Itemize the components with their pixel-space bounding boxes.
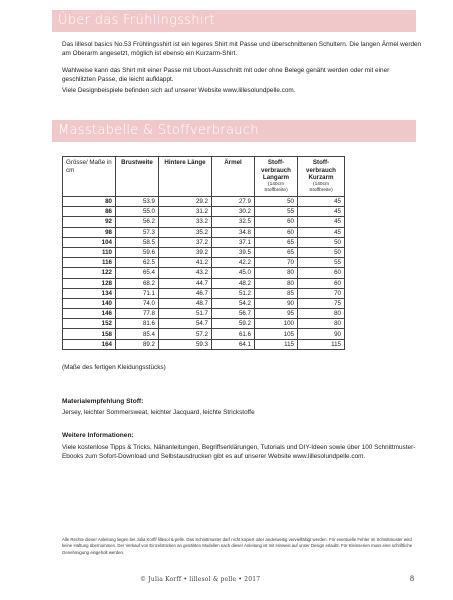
cell-back: 44.7 [159,278,212,288]
cell-fabric-long: 100 [255,319,298,329]
header-fabric-short-main: Stoff-verbrauch Kurzarm [306,159,336,182]
cell-fabric-short: 45 [298,207,345,217]
cell-chest: 89.2 [116,339,159,349]
cell-fabric-long: 115 [255,339,298,349]
cell-fabric-short: 50 [298,237,345,247]
size-table-header-row [63,157,345,197]
cell-size: 152 [63,319,116,329]
cell-sleeve: 39.5 [212,247,255,257]
cell-fabric-short: 75 [298,298,345,308]
table-row [63,197,345,207]
cell-fabric-short: 60 [298,278,345,288]
cell-chest: 58.5 [116,237,159,247]
cell-size: 110 [63,247,116,257]
cell-sleeve: 34.8 [212,227,255,237]
cell-size: 146 [63,309,116,319]
cell-fabric-long: 55 [255,207,298,217]
table-row [63,227,345,237]
table-row [63,319,345,329]
table-row [63,258,345,268]
cell-size: 104 [63,237,116,247]
cell-chest: 65.4 [116,268,159,278]
cell-chest: 53.9 [116,197,159,207]
cell-size: 80 [63,197,116,207]
cell-back: 39.2 [159,247,212,257]
cell-back: 33.2 [159,217,212,227]
size-table [62,156,345,350]
cell-fabric-long: 65 [255,247,298,257]
cell-fabric-long: 70 [255,258,298,268]
cell-fabric-short: 80 [298,309,345,319]
cell-size: 134 [63,288,116,298]
cell-back: 51.7 [159,309,212,319]
cell-back: 41.2 [159,258,212,268]
header-fabric-long-sub: (140cm Stoffbreite) [264,181,288,193]
table-row [63,207,345,217]
cell-chest: 57.3 [116,227,159,237]
cell-size: 140 [63,298,116,308]
cell-sleeve: 54.2 [212,298,255,308]
cell-sleeve: 48.2 [212,278,255,288]
cell-size: 98 [63,227,116,237]
website-paragraph: Viele Designbeispiele befinden sich auf unserer Website www.lillesolundpelle.com. [62,87,296,94]
section-title-about: Über das Frühlingsshirt [52,10,416,32]
cell-fabric-long: 80 [255,278,298,288]
cell-chest: 55.0 [116,207,159,217]
cell-chest: 71.1 [116,288,159,298]
cell-sleeve: 30.2 [212,207,255,217]
table-row [63,247,345,257]
cell-size: 128 [63,278,116,288]
cell-fabric-short: 45 [298,227,345,237]
table-row [63,329,345,339]
cell-sleeve: 51.2 [212,288,255,298]
cell-back: 43.2 [159,268,212,278]
cell-chest: 74.0 [116,298,159,308]
cell-sleeve: 27.9 [212,197,255,207]
table-row [63,217,345,227]
cell-fabric-short: 70 [298,288,345,298]
header-back-length: Hintere Länge [159,157,212,197]
legal-notice: Alle Rechte dieser Anleitung liegen bei Julia Korff/ lillesol & pelle. Das Schnittmuster darf nicht kopiert oder anderweitig vervielfältigt werden. Für eventuelle Fehler im Schnittmuster wird keine Haftung übernommen. Der Verkauf von Einzelstücken an genähten Modellen nach dieser Anleitung ist mit Hinweis auf unser Design erlaubt. Für Kleinserien muss eine schriftliche Genehmigung eingeholt werden. [62,537,413,555]
cell-chest: 62.5 [116,258,159,268]
cell-fabric-long: 60 [255,217,298,227]
cell-back: 46.7 [159,288,212,298]
header-fabric-long-main: Stoff-verbrauch Langarm [261,159,291,182]
table-row [63,309,345,319]
header-fabric-short-sub: (140cm Stoffbreite) [309,181,333,193]
cell-back: 37.2 [159,237,212,247]
cell-sleeve: 42.2 [212,258,255,268]
cell-fabric-long: 65 [255,237,298,247]
cell-size: 86 [63,207,116,217]
cell-sleeve: 56.7 [212,309,255,319]
info-heading: Weitere Informationen: [62,432,134,439]
cell-fabric-long: 60 [255,227,298,237]
table-row [63,339,345,349]
table-row [63,268,345,278]
cell-fabric-long: 80 [255,268,298,278]
header-chest: Brustweite [116,157,159,197]
header-sleeve: Ärmel [212,157,255,197]
cell-size: 164 [63,339,116,349]
cell-sleeve: 45.0 [212,268,255,278]
size-table-body [63,197,345,350]
cell-fabric-long: 50 [255,197,298,207]
cell-chest: 59.6 [116,247,159,257]
table-note: (Maße des fertigen Kleidungsstücks) [62,364,166,371]
intro-paragraph: Das lillesol basics No.53 Frühlingsshirt ist ein legeres Shirt mit Passe und überschnittenen Schultern. Die langen Ärmel werden am Oberarm angesetzt, möglich ist ebenso ein Kurzarm-Shirt. [62,41,422,58]
cell-chest: 77.8 [116,309,159,319]
cell-chest: 68.2 [116,278,159,288]
cell-chest: 56.2 [116,217,159,227]
cell-sleeve: 64.1 [212,339,255,349]
cell-fabric-long: 90 [255,298,298,308]
cell-size: 122 [63,268,116,278]
table-row [63,288,345,298]
cell-fabric-short: 60 [298,268,345,278]
cell-back: 48.7 [159,298,212,308]
cell-back: 29.2 [159,197,212,207]
table-row [63,278,345,288]
variant-paragraph: Wahlweise kann das Shirt mit einer Passe mit Uboot-Ausschnitt mit oder ohne Belege genäht werden oder mit einer geschlitzten Passe, die leicht aufklappt. [62,67,390,84]
info-text: Viele kostenlose Tipps & Tricks, Nähanleitungen, Begriffserklärungen, Tutorials und DIY-Ideen sowie über 100 Schnittmuster-Ebooks zum Sofort-Download und Selbstausdrucken gibt es auf unserer Website www.lillesolundpelle.com. [62,444,416,461]
cell-fabric-long: 85 [255,288,298,298]
cell-fabric-short: 45 [298,197,345,207]
cell-sleeve: 32.5 [212,217,255,227]
cell-sleeve: 59.2 [212,319,255,329]
cell-fabric-short: 80 [298,319,345,329]
cell-back: 35.2 [159,227,212,237]
table-row [63,237,345,247]
cell-fabric-long: 105 [255,329,298,339]
cell-back: 54.7 [159,319,212,329]
material-text: Jersey, leichter Sommersweat, leichter Jacquard, leichte Strickstoffe [62,409,255,416]
cell-sleeve: 37.1 [212,237,255,247]
cell-back: 59.3 [159,339,212,349]
cell-fabric-short: 45 [298,217,345,227]
footer-copyright: © Julia Korff • lillesol & pelle • 2017 [140,576,261,583]
cell-size: 92 [63,217,116,227]
table-row [63,298,345,308]
header-fabric-short [298,157,345,197]
cell-fabric-short: 115 [298,339,345,349]
cell-back: 57.2 [159,329,212,339]
cell-fabric-short: 90 [298,329,345,339]
cell-size: 158 [63,329,116,339]
cell-fabric-short: 50 [298,247,345,257]
header-fabric-long [255,157,298,197]
section-title-size-table: Masstabelle & Stoffverbrauch [52,120,416,142]
cell-fabric-short: 55 [298,258,345,268]
cell-fabric-long: 95 [255,309,298,319]
material-heading: Materialempfehlung Stoff: [62,398,144,405]
cell-chest: 81.6 [116,319,159,329]
cell-sleeve: 61.6 [212,329,255,339]
cell-back: 31.2 [159,207,212,217]
cell-size: 116 [63,258,116,268]
cell-chest: 85.4 [116,329,159,339]
page-number: 8 [410,574,414,583]
header-size: Grösse/ Maße in cm [63,157,116,197]
